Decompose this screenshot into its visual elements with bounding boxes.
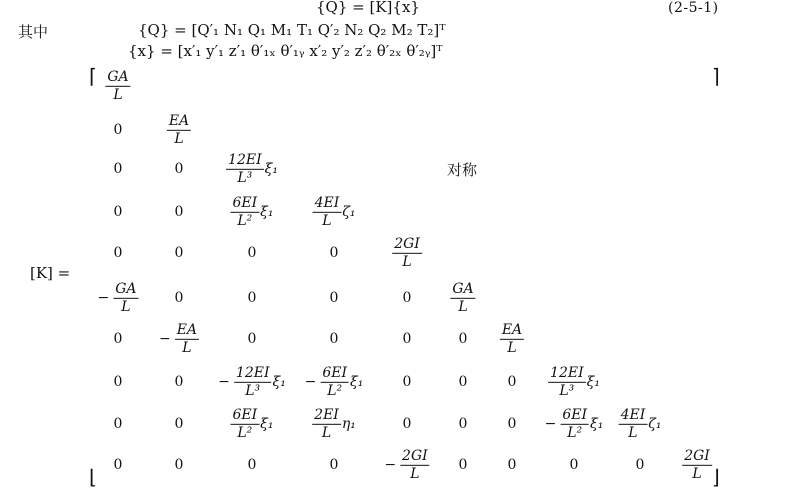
fraction: $\frac{EA}{L}$ — [176, 321, 198, 356]
matrix-cell: 0 — [174, 374, 184, 390]
matrix-cell: 0 — [329, 245, 339, 261]
fraction: $\frac{6EI}{\text{L²}}$ — [232, 194, 258, 229]
matrix-cell: − $\frac{12EI}{\text{L³}}$ ξ₁ — [218, 364, 286, 399]
fraction: $\frac{2EI}{L}$ — [314, 406, 339, 441]
matrix-cell: $\frac{4EI}{L}$ ζ₁ — [314, 194, 356, 229]
matrix-cell — [682, 449, 712, 481]
fraction: $\frac{2GI}{L}$ — [394, 235, 420, 270]
fraction: $\frac{12EI}{\text{L³}}$ — [550, 364, 584, 399]
displacement-vector-definition: {x} = [x′₁ y′₁ z′₁ θ′₁ₓ θ′₁ᵧ x′₂ y′₂ z′₂ θ′₂ₓ θ′₂ᵧ]ᵀ — [128, 42, 443, 60]
fraction: $\frac{6EI}{\text{L²}}$ — [322, 364, 348, 399]
fraction: $\frac{2GI}{L}$ — [684, 447, 710, 482]
fraction: $\frac{4EI}{L}$ — [620, 406, 646, 441]
fraction: $\frac{6EI}{\text{L²}}$ — [562, 406, 588, 441]
matrix-left-bottom-bracket: ⌊ — [89, 465, 97, 489]
fraction: $\frac{4EI}{L}$ — [314, 194, 340, 229]
fraction: $\frac{GA}{L}$ — [107, 68, 129, 103]
matrix-cell: − $\frac{2GI}{L}$ — [384, 447, 428, 482]
main-equation: {Q} = [K]{x} — [316, 0, 420, 16]
matrix-cell: − $\frac{GA}{L}$ — [97, 280, 137, 315]
matrix-cell: 0 — [329, 290, 339, 306]
matrix-left-top-bracket: ⌈ — [89, 64, 97, 88]
matrix-cell: 0 — [458, 457, 468, 473]
matrix-cell: 0 — [507, 374, 517, 390]
fraction: $\frac{2GI}{L}$ — [402, 447, 428, 482]
matrix-cell: 0 — [329, 457, 339, 473]
fraction: $\frac{EA}{L}$ — [168, 112, 190, 147]
matrix-cell: 0 — [329, 331, 339, 347]
matrix-cell: 0 — [458, 374, 468, 390]
matrix-cell: 0 — [569, 457, 579, 473]
matrix-cell: 0 — [113, 122, 123, 138]
matrix-cell: 0 — [635, 457, 645, 473]
matrix-cell: 0 — [113, 331, 123, 347]
matrix-cell: 0 — [113, 245, 123, 261]
matrix-cell: $\frac{6EI}{\text{L²}}$ ξ₁ — [232, 406, 274, 441]
matrix-cell — [392, 237, 422, 269]
fraction: $\frac{GA}{L}$ — [452, 280, 474, 315]
fraction: $\frac{12EI}{\text{L³}}$ — [228, 151, 262, 186]
fraction: $\frac{12EI}{\text{L³}}$ — [235, 364, 270, 399]
matrix-cell — [105, 70, 130, 102]
matrix-cell: 0 — [458, 331, 468, 347]
force-vector-definition: {Q} = [Q′₁ N₁ Q₁ M₁ T₁ Q′₂ N₂ Q₂ M₂ T₂]ᵀ — [138, 21, 446, 39]
matrix-cell: $\frac{2EI}{L}$ η₁ — [314, 406, 356, 441]
qizhong-label: 其中 — [18, 23, 49, 41]
matrix-cell: − $\frac{6EI}{\text{L²}}$ ξ₁ — [544, 406, 604, 441]
matrix-right-top-bracket: ⌉ — [712, 64, 720, 88]
stiffness-matrix-label: [K] = — [30, 264, 71, 282]
matrix-cell: $\frac{6EI}{\text{L²}}$ ξ₁ — [232, 194, 274, 229]
matrix-cell: 0 — [174, 290, 184, 306]
matrix-cell: 0 — [458, 416, 468, 432]
matrix-right-bottom-bracket: ⌋ — [712, 465, 720, 489]
matrix-cell: 0 — [113, 204, 123, 220]
matrix-cell: 0 — [174, 457, 184, 473]
matrix-cell: − $\frac{6EI}{\text{L²}}$ ξ₁ — [304, 364, 364, 399]
matrix-cell: 0 — [402, 374, 412, 390]
matrix-cell: − $\frac{EA}{L}$ — [158, 321, 198, 356]
matrix-cell: 0 — [402, 290, 412, 306]
matrix-cell — [167, 114, 191, 146]
fraction: $\frac{GA}{L}$ — [115, 280, 137, 315]
matrix-cell — [450, 282, 475, 314]
matrix-cell: 0 — [174, 416, 184, 432]
matrix-cell: 0 — [247, 457, 257, 473]
matrix-cell: 0 — [113, 161, 123, 177]
matrix-cell: $\frac{4EI}{L}$ ζ₁ — [620, 406, 662, 441]
matrix-cell: 0 — [247, 290, 257, 306]
matrix-cell — [500, 323, 524, 355]
matrix-cell: 0 — [113, 416, 123, 432]
matrix-cell: 0 — [507, 416, 517, 432]
matrix-cell: 0 — [113, 374, 123, 390]
matrix-cell: 0 — [402, 331, 412, 347]
equation-number: (2-5-1) — [668, 0, 719, 16]
fraction: $\frac{6EI}{\text{L²}}$ — [232, 406, 258, 441]
fraction: $\frac{EA}{L}$ — [501, 321, 523, 356]
symmetric-label: 对称 — [447, 161, 478, 179]
matrix-cell: 0 — [174, 204, 184, 220]
matrix-cell: 0 — [507, 457, 517, 473]
matrix-cell: 0 — [247, 331, 257, 347]
matrix-cell: 0 — [174, 245, 184, 261]
matrix-cell: 0 — [113, 457, 123, 473]
matrix-cell: 0 — [402, 416, 412, 432]
matrix-cell: $\frac{12EI}{\text{L³}}$ ξ₁ — [228, 151, 278, 186]
matrix-cell: 0 — [174, 161, 184, 177]
matrix-cell: 0 — [247, 245, 257, 261]
matrix-cell: $\frac{12EI}{\text{L³}}$ ξ₁ — [550, 364, 600, 399]
